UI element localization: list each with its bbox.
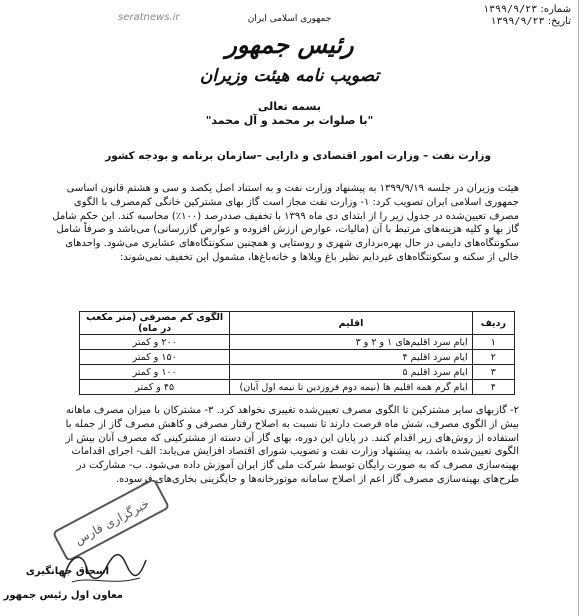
republic-heading: جمهوری اسلامی ایران (247, 14, 332, 24)
date-value: ۱۳۹۹/۹/۲۳ (490, 16, 545, 27)
row-pattern: ۱۰۰ و کمتر (80, 365, 230, 380)
signatory-name: اسحاق جهانگیری (25, 566, 109, 577)
watermark: seratnews.ir (118, 12, 180, 23)
row-climate: ایام گرم همه اقلیم ها (نیمه دوم فروردین تا نیمه اول آبان) (230, 380, 472, 395)
stamp-text: خبرگزاری فارس (72, 496, 152, 548)
president-heading: رئیس جمهور (225, 30, 354, 59)
row-climate: ایام سرد اقلیم ۵ (230, 365, 472, 380)
row-index: ۴ (472, 380, 514, 395)
row-index: ۳ (472, 365, 514, 380)
number-value: ۱۳۹۹/۹/۲۳ (482, 4, 538, 15)
table-row (80, 350, 515, 365)
paragraph-2: ۲- گازبهای سایر مشترکین تا الگوی مصرف تعیین‌شده تغییری نخواهد کرد. ۳- مشترکان با میزان مصرف ماهانه بیش از الگوی مصرف، شش ماه فرصت دارند تا نسبت به اصلاح رفتار مصرفی و کاهش مصرف گاز از جمله با استفاده از روش‌های زیر اقدام کنند. در پایان این دوره، بهای گاز آن دسته از مشترکینی که مصرف آنان بیش از الگوی تعیین‌شده باشد، به پیشنهاد وزارت نفت و تصویب شورای اقتصاد افزایش می‌یابد: الف- اجرای اقدامات بهینه‌سازی مصرف که به صورت رایگان توسط شرکت ملی گاز ایران آموزش داده می‌شود. ب- مشارکت در طرح‌های بهینه‌سازی مصرف گاز اعم از اصلاح سامانه موتورخانه‌ها و جایگزینی بخاری‌های فرسوده. (65, 405, 519, 485)
row-pattern: ۱۵۰ و کمتر (80, 350, 230, 365)
date-label: تاریخ (551, 16, 571, 27)
row-pattern: ۲۰۰ و کمتر (80, 335, 230, 350)
paragraph-1: هیئت وزیران در جلسه ۱۳۹۹/۹/۱۹ به پیشنهاد وزارت نفت و به استناد اصل یکصد و سی و هشتم قانون اساسی جمهوری اسلامی ایران تصویب کرد: ۱- وزارت نفت مجاز است گاز بهای مشترکین خانگی کم‌مصرف با الگوی مصرف تعیین‌شده در جدول زیر را از ابتدای دی ماه ۱۳۹۹ با تخفیف صددرصد (۱۰۰٪) محاسبه کند. این حکم شامل گاز بها و کلیه هزینه‌های مرتبط با آن (مالیات، عوارض ارزش افزوده و عوارض گازرسانی) می‌باشد و صرفاً شامل سکونتگاه‌های دایمی در حال بهره‌برداری شهری و روستایی و همچنین سکونتگاه‌های عشایری می‌شود. واحدهای خالی از سکنه و سکونتگاه‌های غیردایم نظیر باغ ویلاها و خانه‌باغ‌ها، مشمول این تخفیف نمی‌شوند: (52, 183, 519, 263)
number-label: شماره (543, 4, 571, 15)
row-index: ۱ (472, 335, 514, 350)
row-index: ۲ (472, 350, 514, 365)
header-index: ردیف (472, 312, 514, 335)
table-row (80, 380, 515, 395)
basmala: بسمه تعالی (258, 100, 321, 113)
table-header-row (80, 312, 515, 335)
approval-heading: تصویب نامه هیئت وزیران (199, 66, 380, 86)
row-pattern: ۴۵ و کمتر (80, 380, 230, 395)
header-pattern: الگوی کم مصرفی (متر مکعب در ماه) (80, 312, 230, 335)
table-row (80, 365, 515, 380)
signatory-title: معاون اول رئیس جمهور (3, 590, 123, 601)
consumption-table (79, 311, 515, 395)
document-number-block: شماره: ۱۳۹۹/۹/۲۳ تاریخ: ۱۳۹۹/۹/۲۳ (482, 4, 571, 27)
salavat: "با صلوات بر محمد و آل محمد" (205, 114, 374, 127)
table-row (80, 335, 515, 350)
recipients-line: وزارت نفت – وزارت امور اقتصادی و دارایی –سازمان برنامه و بودجه کشور (105, 150, 491, 162)
header-climate: اقلیم (230, 312, 472, 335)
row-climate: ایام سرد اقلیم‌های ۱ و ۲ و ۳ (230, 335, 472, 350)
row-climate: ایام سرد اقلیم ۴ (230, 350, 472, 365)
